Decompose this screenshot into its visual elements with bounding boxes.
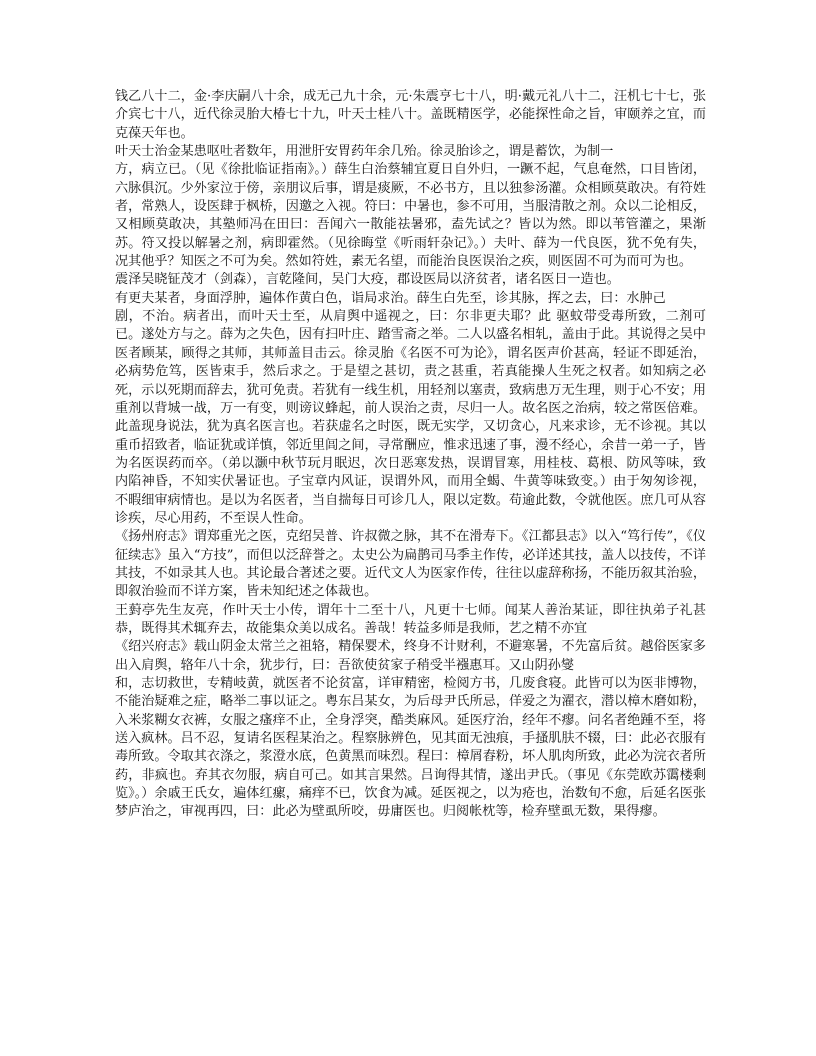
paragraph: 《绍兴府志》载山阴金太常兰之祖辂，精保婴术，终身不计财利，不避寒暑，不先富后贫。越俗医家多出入肩舆，辂年八十余，犹步行，曰：吾欲使贫家子稍受半襁惠耳。又山阴孙燮	[115, 639, 706, 673]
paragraph: 钱乙八十二，金·李庆嗣八十余，成无己九十余，元·朱震亨七十八，明·戴元礼八十二，汪机七十七，张介宾七十八，近代徐灵胎大椿七十九，叶天士桂八十。盖既精医学，必能探性命之旨，审颐养之宜，而克葆天年也。	[115, 89, 706, 141]
paragraph: 剧，不治。病者出，而叶天士至，从肩舆中遥视之，曰：尔非更夫耶？此 驱蚊带受毒所致，二剂可已。遂处方与之。薛为之失色，因有扫叶庄、踏雪斋之举。二人以盛名相轧，盖由于此。其说得之吴中医者顾某，顾得之其师，其师盖目击云。徐灵胎《名医不可为论》，谓名医声价甚高，轻证不即延治，必病势危笃，医皆束手，然后求之。于是望之甚切，责之甚重，若真能操人生死之权者。如知病之必死，示以死期而辞去，犹可免责。若犹有一线生机，用轻剂以塞责，致病患万无生理，则于心不安；用重剂以背城一战，万一有变，则谤议蜂起，前人误治之责，尽归一人。故名医之治病，较之常医倍难。此盖现身说法，犹为真名医言也。若获虚名之时医，既无实学，又切贪心，凡来求诊，无不诊视。其以重币招致者，临证犹或详慎，邻近里闾之间，寻常酬应，惟求迅速了事，漫不经心，余昔一弟一子，皆为名医误药而卒。（弟以灏中秋节玩月眠迟，次日恶寒发热，误谓冒寒，用桂枝、葛根、防风等味，致内陷神昏，不知实伏暑证也。子宝章内风证，误谓外风，而用全蝎、牛黄等味致变。）由于匆匆诊视，不暇细审病情也。是以为名医者，当自揣每日可诊几人，限以定数。苟逾此数，令就他医。庶几可从容诊疾，尽心用药，不至误人性命。	[115, 309, 706, 526]
paragraph: 叶天士治金某患呕吐者数年，用泄肝安胃药年余几殆。徐灵胎诊之，谓是蓄饮，为制一	[115, 144, 614, 160]
paragraph: 震泽吴晓钲茂才（剑森），言乾隆间，吴门大疫，郡设医局以济贫者，诸名医日一造也。	[115, 272, 620, 288]
paragraph: 有更夫某者，身面浮肿，遍体作黄白色，诣局求治。薛生白先至，诊其脉，挥之去，曰：水肿己	[115, 290, 666, 306]
paragraph: 《扬州府志》谓郑重光之医，克绍吴普、许叔微之脉，其不在滑寿下。《江都县志》以入“笃行传”，《仪征续志》虽入“方技”，而但以泛辞誉之。太史公为扁鹊司马季主作传，必详述其技，盖人以技传，不详其技，不如录其人也。其论最合著述之要。近代文人为医家作传，往往以虚辞称扬，不能历叙其治验，即叙治验而不详方案，皆未知纪述之体裁也。	[115, 529, 706, 600]
paragraph: 和，志切救世，专精岐黄，就医者不论贫富，详审精密，检阅方书，几废食寝。此皆可以为医非博物，不能治疑难之症，略举二事以证之。粤东吕某女，为后母尹氏所忌，佯爱之为濯衣，潜以樟木磨如粉，入米浆糊女衣裤，女服之瘙痒不止，全身浮突，酷类麻风。延医疗治，经年不瘳。问名者绝踵不至，将送入疯林。吕不忍，复请名医程某治之。程察脉辨色，见其面无浊痕，手搔肌肤不辍，曰：此必衣服有毒所致。令取其衣涤之，浆澄水底，色黄黑而味烈。程曰：樟屑舂粉，坏人肌肉所致，此必为浣衣者所药，非疯也。弃其衣勿服，病自可己。如其言果然。吕询得其情，遂出尹氏。（事见《东莞欧苏霭楼剩览》。）余戚王氏女，遍体红瘰，痛痒不已，饮食为减。延医视之，以为疮也，治数旬不愈，后延名医张梦庐治之，审视再四，曰：此必为壁虱所咬，毋庸医也。归阅帐枕等，检弃壁虱无数，果得瘳。	[115, 676, 706, 820]
paragraph: 王薱亭先生友亮，作叶天士小传，谓年十二至十八，凡更十七师。闻某人善治某证，即往执弟子礼甚恭，既得其术辄弃去，故能集众美以成名。善哉！转益多师是我师，艺之精不亦宜	[115, 602, 706, 636]
paragraph: 方，病立已。（见《徐批临证指南》。）薛生白治蔡辅宜夏日自外归，一蹶不起，气息奄然，口目皆闭，六脉俱沉。少外家泣于傍，亲朋议后事，谓是痰厥，不必书方，且以独参汤灌。众相顾莫敢决。有符姓者，常熟人，设医肆于枫桥，因邀之入视。符曰：中暑也，参不可用，当服清散之剂。众以二论相反，又相顾莫敢决，其塾师冯在田曰：吾闻六一散能祛暑邪，盍先试之？皆以为然。即以苇管灌之，果渐苏。符又投以解暑之剂，病即霍然。（见徐晦堂《听雨轩杂记》。）夫叶、薛为一代良医，犹不免有失，况其他乎？知医之不可为矣。然如符姓，素无名望，而能治良医误治之疾，则医固不可为而可为也。	[115, 162, 706, 270]
document-text-column	[115, 88, 706, 822]
